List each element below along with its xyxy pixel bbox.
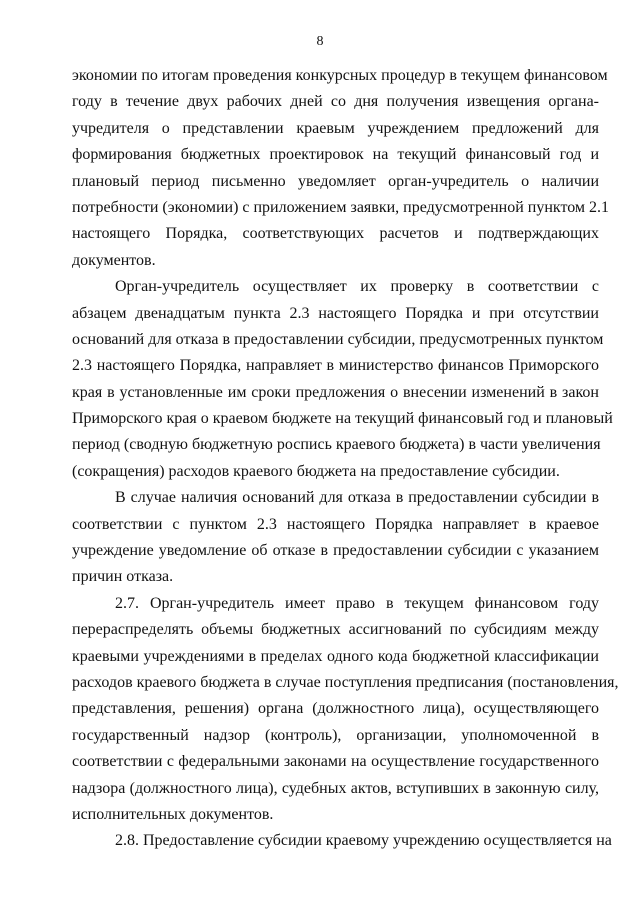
- text-line: государственный надзор (контроль), организации, уполномоченной в: [72, 726, 599, 744]
- text-line: абзацем двенадцатым пункта 2.3 настоящего Порядка и при отсутствии: [72, 304, 599, 322]
- text-line: экономии по итогам проведения конкурсных процедур в текущем финансовом: [72, 67, 608, 84]
- text-line: представления, решения) органа (должностного лица), осуществляющего: [72, 700, 599, 718]
- text-line: потребности (экономии) с приложением заявки, предусмотренной пунктом 2.1: [72, 198, 610, 216]
- text-line: период (сводную бюджетную роспись краевого бюджета) в части увеличения: [72, 436, 601, 454]
- text-line: перераспределять объемы бюджетных ассигнований по субсидиям между: [72, 621, 599, 639]
- paragraph: [72, 274, 613, 485]
- text-line: края в установленные им сроки предложения о внесении изменений в закон: [72, 383, 599, 401]
- text-line: исполнительных документов.: [72, 805, 274, 823]
- text-line: 2.8. Предоставление субсидии краевому учреждению осуществляется на: [115, 832, 612, 850]
- text-line: документов.: [72, 251, 156, 269]
- paragraph: [72, 485, 599, 591]
- paragraph: [72, 828, 612, 854]
- text-line: Орган-учредитель осуществляет их проверку в соответствии с: [115, 278, 599, 296]
- text-line: соответствии с федеральными законами на осуществление государственного: [72, 753, 599, 771]
- text-line: учредителя о представлении краевым учреждением предложений для: [72, 119, 599, 137]
- text-line: соответствии с пунктом 2.3 настоящего Порядка направляет в краевое: [72, 515, 599, 533]
- text-line: учреждение уведомление об отказе в предоставлении субсидии с указанием: [72, 542, 599, 560]
- paragraph: [72, 591, 619, 829]
- text-line: плановый период письменно уведомляет орган-учредитель о наличии: [72, 172, 599, 190]
- text-line: 2.7. Орган-учредитель имеет право в текущем финансовом году: [115, 594, 599, 612]
- text-line: В случае наличия оснований для отказа в предоставлении субсидии в: [115, 489, 599, 507]
- text-line: Приморского края о краевом бюджете на текущий финансовый год и плановый: [72, 410, 613, 428]
- document-body: [72, 63, 619, 855]
- text-line: причин отказа.: [72, 568, 174, 586]
- paragraph: [72, 63, 610, 274]
- text-line: 2.3 настоящего Порядка, направляет в министерство финансов Приморского: [72, 357, 599, 375]
- text-line: году в течение двух рабочих дней со дня получения извещения органа-: [72, 93, 599, 111]
- text-line: (сокращения) расходов краевого бюджета на предоставление субсидии.: [72, 462, 560, 480]
- page-number: 8: [316, 34, 324, 49]
- text-line: краевыми учреждениями в пределах одного кода бюджетной классификации: [72, 647, 599, 665]
- text-line: формирования бюджетных проектировок на текущий финансовый год и: [72, 146, 599, 164]
- text-line: надзора (должностного лица), судебных актов, вступивших в законную силу,: [72, 779, 599, 797]
- text-line: расходов краевого бюджета в случае поступления предписания (постановления,: [72, 673, 619, 691]
- text-line: оснований для отказа в предоставлении субсидии, предусмотренных пунктом: [72, 330, 604, 348]
- text-line: настоящего Порядка, соответствующих расчетов и подтверждающих: [72, 225, 599, 243]
